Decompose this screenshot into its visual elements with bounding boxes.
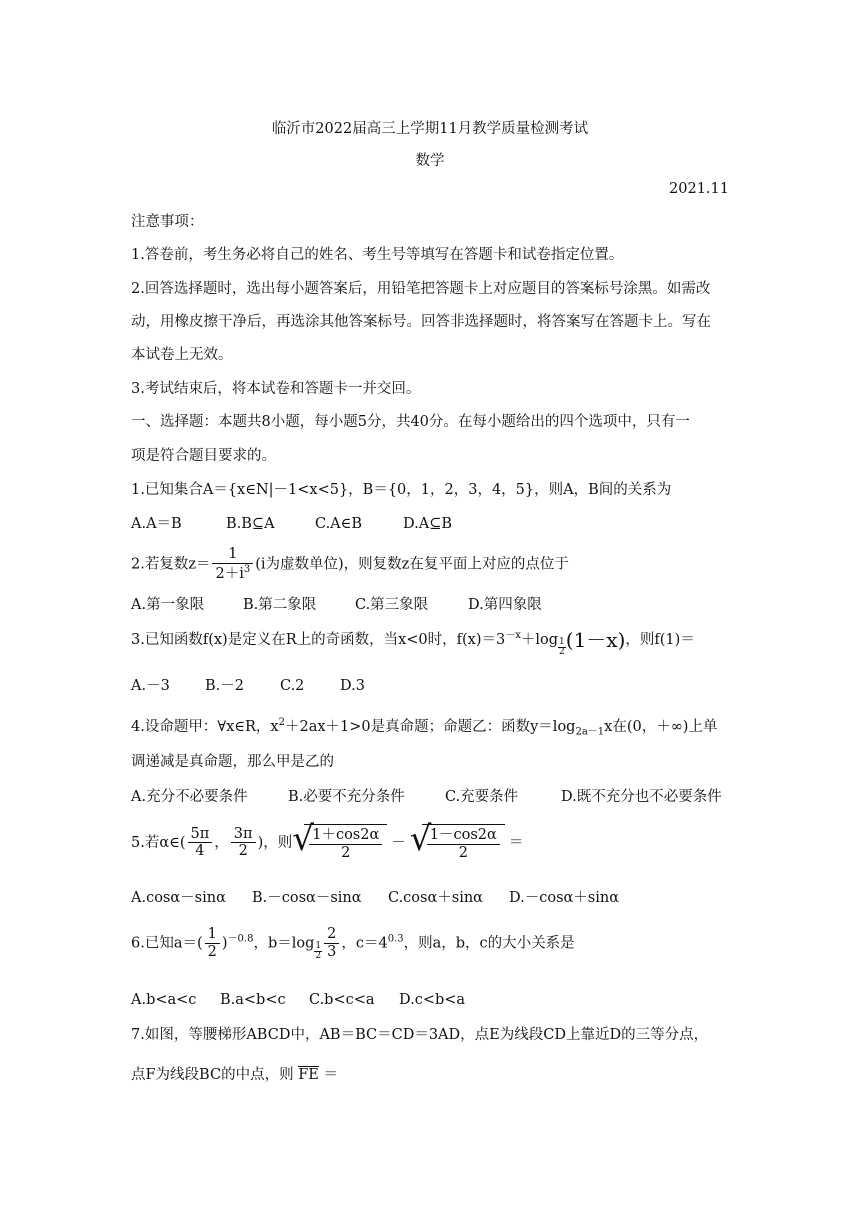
section-heading-line-1: 一、选择题：本题共8小题，每小题5分，共40分。在每小题给出的四个选项中，只有一 <box>131 414 690 430</box>
q5-sqrt-2: √ $\frac{1-\cos 2\alpha}{2}$ <box>410 824 505 862</box>
q4-option-d: D.既不充分也不必要条件 <box>561 789 722 805</box>
question-1-stem: 1.已知集合A＝{x∈N|－1<x<5}，B＝{0，1，2，3，4，5}，则A，B间的关系为 <box>131 482 672 498</box>
question-3-options <box>131 679 365 694</box>
q6-option-d: D.c<b<a <box>399 992 466 1008</box>
q2-option-a: A.第一象限 <box>131 597 205 613</box>
question-2-stem: 2.若复数z＝ $\frac{1}{2+i^3}$ (i为虚数单位)，则复数z在复平面上对应的点位于 <box>131 546 569 582</box>
q4-option-c: C.充要条件 <box>445 789 519 805</box>
q5-option-a: A.cosα－sinα <box>131 890 226 906</box>
vector-fe: FE <box>298 1067 319 1083</box>
notice-item-2-line-2: 动，用橡皮擦干净后，再选涂其他答案标号。回答非选择题时，将答案写在答题卡上。写在 <box>131 314 711 330</box>
q5-option-c: C.cosα＋sinα <box>388 890 483 906</box>
q5-option-d: D.－cosα＋sinα <box>509 890 620 906</box>
q3-option-b: B.－2 <box>205 678 244 694</box>
subject-title: 数学 <box>415 153 445 169</box>
q4-option-a: A.充分不必要条件 <box>131 789 248 805</box>
q1-option-b: B.B⊆A <box>226 516 275 532</box>
q2-option-b: B.第二象限 <box>243 597 317 613</box>
notice-heading: 注意事项： <box>131 214 204 230</box>
q2-option-c: C.第三象限 <box>355 597 429 613</box>
section-heading-line-2: 项是符合题目要求的。 <box>131 448 276 464</box>
question-4-stem-line-1: 4.设命题甲：∀x∈R，$x^2+2ax+1>0$是真命题；命题乙：函数$y=\log_{2a-1}x$在(0，＋∞)上单 <box>131 717 718 738</box>
question-4-options <box>131 790 722 805</box>
question-5-options <box>131 891 619 906</box>
exam-date: 2021.11 <box>669 181 729 197</box>
q6-option-a: A.b<a<c <box>131 992 197 1008</box>
notice-item-2-line-1: 2.回答选择题时，选出每小题答案后，用铅笔把答题卡上对应题目的答案标号涂黑。如需改 <box>131 281 711 297</box>
question-3-stem: 3.已知函数f(x)是定义在R上的奇函数，当x<0时，$f(x)=3^{-x}+\log$ $\frac{1}{2}$ (1－x)，则f(1)＝ <box>131 628 695 657</box>
exam-title: 临沂市2022届高三上学期11月教学质量检测考试 <box>271 121 589 137</box>
question-6-stem: 6.已知a＝( $\frac{1}{2}$ )$^{-0.8}$，b＝log $\frac{1}{2}$ $\frac{2}{3}$ ，$c=4^{0.3}$，则a，b，c的大小关系是 <box>131 926 575 961</box>
question-2-options <box>131 598 542 613</box>
question-7-stem-line-2: 点F为线段BC的中点，则 FE ＝ <box>131 1067 338 1083</box>
question-4-stem-line-2: 调递减是真命题，那么甲是乙的 <box>131 754 334 770</box>
notice-item-2-line-3: 本试卷上无效。 <box>131 347 233 363</box>
q1-option-a: A.A＝B <box>131 516 182 532</box>
q2-fraction: $\frac{1}{2+i^3}$ <box>212 546 253 583</box>
q5-option-b: B.－cosα－sinα <box>252 890 362 906</box>
notice-item-3: 3.考试结束后，将本试卷和答题卡一并交回。 <box>131 381 421 397</box>
q3-option-a: A.－3 <box>131 678 170 694</box>
q1-option-c: C.A∈B <box>315 516 363 532</box>
notice-item-1: 1.答卷前，考生务必将自己的姓名、考生号等填写在答题卡和试卷指定位置。 <box>131 247 624 263</box>
q3-option-d: D.3 <box>340 678 365 694</box>
q6-option-c: C.b<c<a <box>309 992 375 1008</box>
q5-sqrt-1: √ $\frac{1+\cos 2\alpha}{2}$ <box>292 824 387 862</box>
question-5-stem: 5.若α∈( $\frac{5\pi}{4}$ ， $\frac{3\pi}{2}$ )，则 √ $\frac{1+\cos 2\alpha}{2}$ － √ $\frac{1-\cos 2\alpha}{2}$ ＝ <box>131 819 524 861</box>
q4-option-b: B.必要不充分条件 <box>288 789 405 805</box>
question-7-stem-line-1: 7.如图，等腰梯形ABCD中，AB＝BC＝CD＝3AD，点E为线段CD上靠近D的三等分点， <box>131 1027 709 1043</box>
question-6-options <box>131 993 465 1008</box>
q3-option-c: C.2 <box>280 678 305 694</box>
q6-option-b: B.a<b<c <box>220 992 286 1008</box>
question-1-options <box>131 517 452 532</box>
q1-option-d: D.A⊆B <box>403 516 452 532</box>
q2-option-d: D.第四象限 <box>468 597 542 613</box>
